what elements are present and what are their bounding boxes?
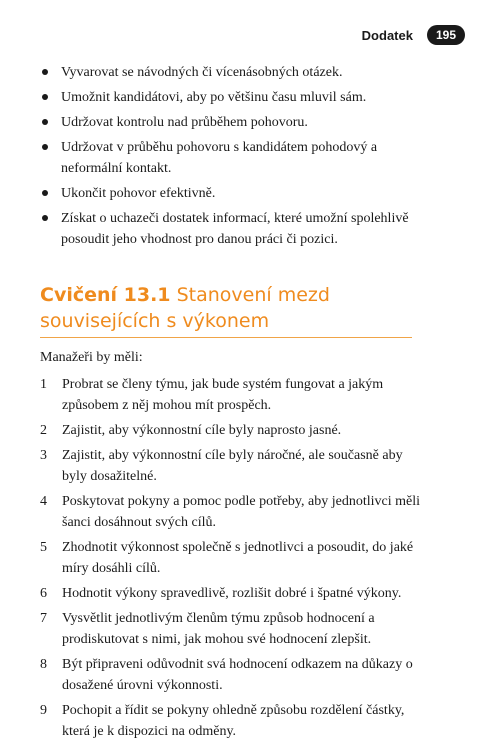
list-item bbox=[40, 654, 420, 696]
bullet-item: Získat o uchazeči dostatek informací, které umožní spolehlivě posoudit jeho vhodnost pro danou práci či pozici. bbox=[40, 208, 420, 250]
list-item bbox=[40, 420, 420, 441]
item-text: Poskytovat pokyny a pomoc podle potřeby, aby jednotlivci měli šanci dosáhnout svých cílů. bbox=[62, 494, 420, 530]
page-number-badge: 195 bbox=[427, 25, 465, 45]
item-text: Vysvětlit jednotlivým členům týmu způsob hodnocení a prodiskutovat s nimi, jak mohou své hodnocení zlepšit. bbox=[62, 611, 375, 647]
bullet-item: Udržovat v průběhu pohovoru s kandidátem pohodový a neformální kontakt. bbox=[40, 137, 420, 179]
exercise-title: Stanovení mezd souvisejících s výkonem bbox=[40, 284, 330, 332]
item-number: 6 bbox=[40, 586, 47, 601]
bullet-item: Umožnit kandidátovi, aby po většinu času mluvil sám. bbox=[40, 87, 420, 108]
bullet-item: Ukončit pohovor efektivně. bbox=[40, 183, 420, 204]
list-item bbox=[40, 374, 420, 416]
exercise-heading bbox=[40, 282, 412, 338]
item-number: 9 bbox=[40, 703, 47, 718]
item-text: Zhodnotit výkonnost společně s jednotlivci a posoudit, do jaké míry dosáhli cílů. bbox=[62, 540, 414, 576]
running-header bbox=[362, 24, 465, 46]
item-number: 2 bbox=[40, 423, 47, 438]
exercise-label: Cvičení 13.1 bbox=[40, 284, 171, 306]
item-text: Probrat se členy týmu, jak bude systém fungovat a jakým způsobem z něj mohou mít prospěch. bbox=[62, 377, 384, 413]
bullet-list bbox=[40, 62, 420, 254]
item-number: 7 bbox=[40, 611, 47, 626]
bullet-item: Udržovat kontrolu nad průběhem pohovoru. bbox=[40, 112, 420, 133]
list-item bbox=[40, 491, 420, 533]
item-number: 5 bbox=[40, 540, 47, 555]
item-text: Pochopit a řídit se pokyny ohledně způsobu rozdělení částky, která je k dispozici na odměny. bbox=[62, 703, 405, 739]
list-item bbox=[40, 700, 420, 742]
item-text: Zajistit, aby výkonnostní cíle byly náročné, ale současně aby byly dosažitelné. bbox=[62, 448, 403, 484]
list-item bbox=[40, 537, 420, 579]
item-text: Hodnotit výkony spravedlivě, rozlišit dobré i špatné výkony. bbox=[62, 586, 402, 601]
bullet-item: Vyvarovat se návodných či vícenásobných otázek. bbox=[40, 62, 420, 83]
section-name: Dodatek bbox=[361, 27, 413, 43]
item-number: 3 bbox=[40, 448, 47, 463]
numbered-list bbox=[40, 374, 420, 746]
item-number: 8 bbox=[40, 657, 47, 672]
item-number: 1 bbox=[40, 377, 47, 392]
item-text: Zajistit, aby výkonnostní cíle byly naprosto jasné. bbox=[62, 423, 342, 438]
item-text: Být připraveni odůvodnit svá hodnocení odkazem na důkazy o dosažené úrovni výkonnosti. bbox=[62, 657, 413, 693]
intro-text: Manažeři by měli: bbox=[40, 350, 143, 365]
list-item bbox=[40, 608, 420, 650]
item-number: 4 bbox=[40, 494, 47, 509]
list-item bbox=[40, 445, 420, 487]
list-item bbox=[40, 583, 420, 604]
